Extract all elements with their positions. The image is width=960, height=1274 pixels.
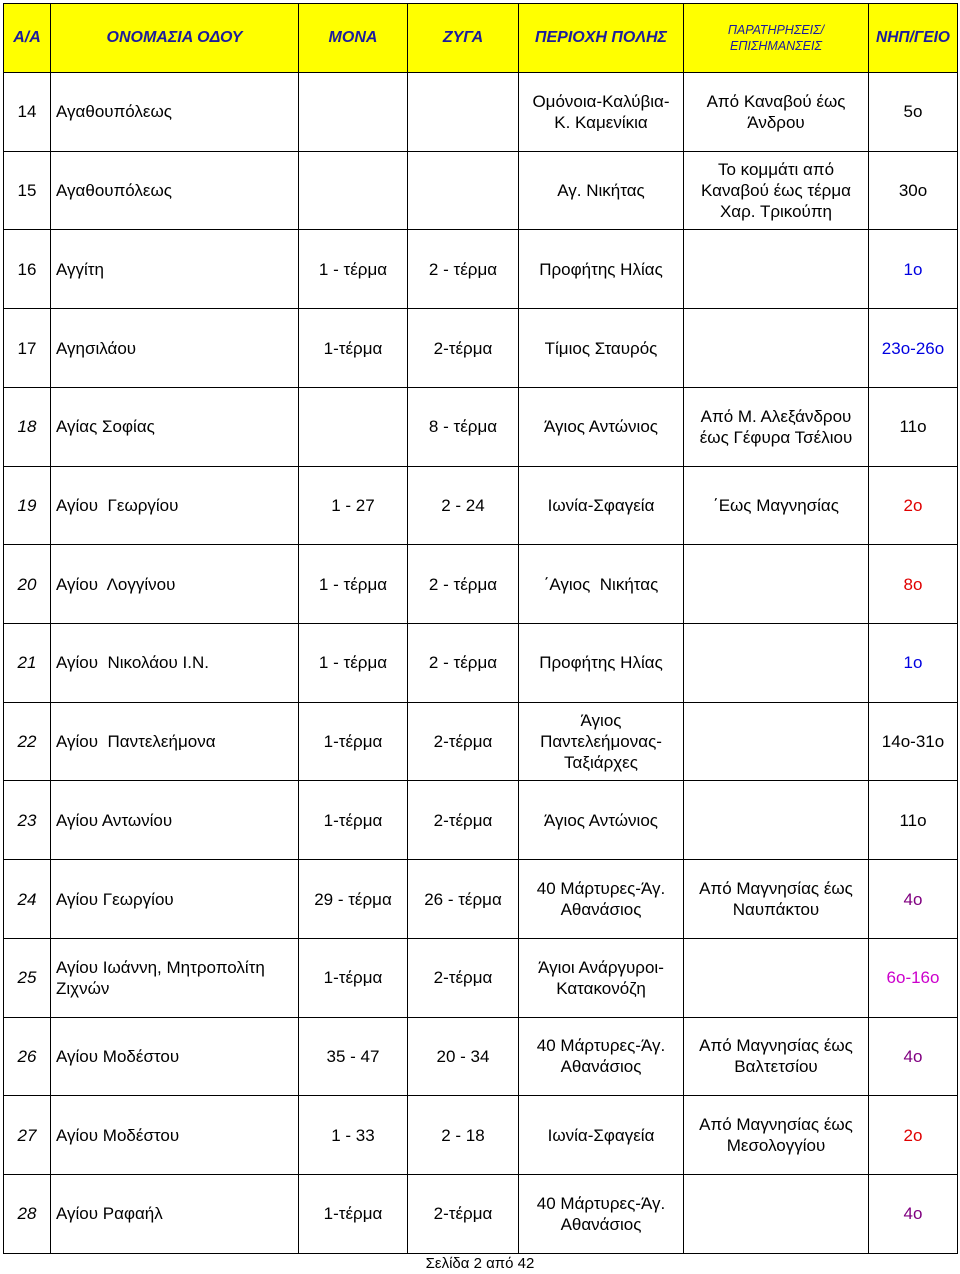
cell-kindergarten: 14ο-31ο (869, 702, 958, 781)
cell-number: 20 (4, 545, 51, 624)
cell-remarks (684, 545, 869, 624)
cell-street-name: Αγησιλάου (51, 309, 299, 388)
header-aa: Α/Α (4, 4, 51, 73)
cell-number: 14 (4, 73, 51, 152)
cell-remarks: ΄Εως Μαγνησίας (684, 466, 869, 545)
cell-odd-numbers: 1-τέρμα (299, 702, 408, 781)
cell-odd-numbers: 35 - 47 (299, 1017, 408, 1096)
cell-number: 23 (4, 781, 51, 860)
table-row (4, 1096, 958, 1175)
cell-kindergarten: 4ο (869, 1175, 958, 1254)
cell-kindergarten: 11ο (869, 781, 958, 860)
cell-city-area: Άγιος Παντελεήμονας- Ταξιάρχες (519, 702, 684, 781)
header-kindergarten: ΝΗΠ/ΓΕΙΟ (869, 4, 958, 73)
cell-city-area: Άγιος Αντώνιος (519, 387, 684, 466)
cell-street-name: Αγίου Αντωνίου (51, 781, 299, 860)
cell-odd-numbers: 1-τέρμα (299, 309, 408, 388)
table-row (4, 781, 958, 860)
cell-remarks (684, 938, 869, 1017)
cell-odd-numbers (299, 73, 408, 152)
cell-even-numbers (408, 151, 519, 230)
cell-number: 28 (4, 1175, 51, 1254)
cell-even-numbers: 26 - τέρμα (408, 860, 519, 939)
header-even-numbers: ΖΥΓΑ (408, 4, 519, 73)
cell-remarks: Από Μαγνησίας έως Βαλτετσίου (684, 1017, 869, 1096)
cell-city-area: Άγιοι Ανάργυροι- Κατακονόζη (519, 938, 684, 1017)
cell-street-name: Αγίου Ιωάννη, Μητροπολίτη Ζιχνών (51, 938, 299, 1017)
cell-remarks: Από Μαγνησίας έως Ναυπάκτου (684, 860, 869, 939)
cell-kindergarten: 8ο (869, 545, 958, 624)
cell-street-name: Αγίας Σοφίας (51, 387, 299, 466)
cell-even-numbers: 2 - 18 (408, 1096, 519, 1175)
table-row (4, 309, 958, 388)
cell-kindergarten: 6ο-16ο (869, 938, 958, 1017)
header-odd-numbers: ΜΟΝΑ (299, 4, 408, 73)
cell-remarks (684, 230, 869, 309)
table-row (4, 1175, 958, 1254)
cell-kindergarten: 30ο (869, 151, 958, 230)
page-number: Σελίδα 2 από 42 (425, 1255, 535, 1272)
cell-number: 17 (4, 309, 51, 388)
cell-odd-numbers: 1 - 27 (299, 466, 408, 545)
cell-street-name: Αγίου Παντελεήμονα (51, 702, 299, 781)
cell-kindergarten: 4ο (869, 1017, 958, 1096)
cell-kindergarten: 23ο-26ο (869, 309, 958, 388)
cell-kindergarten: 2ο (869, 466, 958, 545)
cell-number: 25 (4, 938, 51, 1017)
cell-odd-numbers: 1-τέρμα (299, 781, 408, 860)
cell-number: 22 (4, 702, 51, 781)
cell-street-name: Αγίου Γεωργίου (51, 466, 299, 545)
table-body (4, 73, 958, 1254)
cell-street-name: Αγίου Λογγίνου (51, 545, 299, 624)
cell-odd-numbers: 1 - 33 (299, 1096, 408, 1175)
table-row (4, 466, 958, 545)
cell-street-name: Αγαθουπόλεως (51, 73, 299, 152)
cell-city-area: 40 Μάρτυρες-Άγ. Αθανάσιος (519, 860, 684, 939)
cell-even-numbers: 2 - τέρμα (408, 545, 519, 624)
cell-street-name: Αγίου Γεωργίου (51, 860, 299, 939)
cell-number: 18 (4, 387, 51, 466)
cell-odd-numbers: 1-τέρμα (299, 938, 408, 1017)
cell-number: 24 (4, 860, 51, 939)
cell-even-numbers: 2-τέρμα (408, 938, 519, 1017)
cell-street-name: Αγαθουπόλεως (51, 151, 299, 230)
cell-odd-numbers (299, 387, 408, 466)
cell-street-name: Αγίου Μοδέστου (51, 1096, 299, 1175)
cell-odd-numbers: 29 - τέρμα (299, 860, 408, 939)
cell-remarks (684, 624, 869, 703)
cell-even-numbers: 8 - τέρμα (408, 387, 519, 466)
cell-number: 21 (4, 624, 51, 703)
cell-remarks (684, 309, 869, 388)
table-row (4, 1017, 958, 1096)
cell-street-name: Αγίου Νικολάου Ι.Ν. (51, 624, 299, 703)
cell-remarks: Από Καναβού έως Άνδρου (684, 73, 869, 152)
cell-remarks: Το κομμάτι από Καναβού έως τέρμα Χαρ. Τρικούπη (684, 151, 869, 230)
cell-city-area: Ιωνία-Σφαγεία (519, 466, 684, 545)
cell-kindergarten: 1ο (869, 624, 958, 703)
cell-city-area: Τίμιος Σταυρός (519, 309, 684, 388)
cell-city-area: Άγιος Αντώνιος (519, 781, 684, 860)
table-row (4, 624, 958, 703)
cell-odd-numbers: 1 - τέρμα (299, 624, 408, 703)
table-row (4, 387, 958, 466)
cell-city-area: Αγ. Νικήτας (519, 151, 684, 230)
table-row (4, 860, 958, 939)
cell-street-name: Αγίου Μοδέστου (51, 1017, 299, 1096)
cell-number: 19 (4, 466, 51, 545)
cell-kindergarten: 11ο (869, 387, 958, 466)
table-row (4, 73, 958, 152)
cell-street-name: Αγίου Ραφαήλ (51, 1175, 299, 1254)
cell-even-numbers: 2 - τέρμα (408, 230, 519, 309)
cell-even-numbers: 2-τέρμα (408, 702, 519, 781)
cell-odd-numbers (299, 151, 408, 230)
cell-even-numbers: 2-τέρμα (408, 781, 519, 860)
cell-city-area: ΄Αγιος Νικήτας (519, 545, 684, 624)
table-row (4, 545, 958, 624)
table-header-row (4, 4, 958, 73)
cell-even-numbers (408, 73, 519, 152)
cell-city-area: Προφήτης Ηλίας (519, 624, 684, 703)
cell-remarks: Από Μ. Αλεξάνδρου έως Γέφυρα Τσέλιου (684, 387, 869, 466)
cell-city-area: Ομόνοια-Καλύβια- Κ. Καμενίκια (519, 73, 684, 152)
cell-kindergarten: 2ο (869, 1096, 958, 1175)
cell-odd-numbers: 1 - τέρμα (299, 230, 408, 309)
cell-city-area: Ιωνία-Σφαγεία (519, 1096, 684, 1175)
table-row (4, 938, 958, 1017)
cell-even-numbers: 2-τέρμα (408, 309, 519, 388)
cell-number: 27 (4, 1096, 51, 1175)
cell-number: 26 (4, 1017, 51, 1096)
cell-even-numbers: 20 - 34 (408, 1017, 519, 1096)
cell-odd-numbers: 1 - τέρμα (299, 545, 408, 624)
header-street-name: ΟΝΟΜΑΣΙΑ ΟΔΟΥ (51, 4, 299, 73)
table-row (4, 702, 958, 781)
cell-city-area: Προφήτης Ηλίας (519, 230, 684, 309)
cell-city-area: 40 Μάρτυρες-Άγ. Αθανάσιος (519, 1017, 684, 1096)
cell-kindergarten: 1ο (869, 230, 958, 309)
cell-city-area: 40 Μάρτυρες-Άγ. Αθανάσιος (519, 1175, 684, 1254)
cell-remarks: Από Μαγνησίας έως Μεσολογγίου (684, 1096, 869, 1175)
cell-remarks (684, 781, 869, 860)
header-remarks: ΠΑΡΑΤΗΡΗΣΕΙΣ/ ΕΠΙΣΗΜΑΝΣΕΙΣ (684, 4, 869, 73)
cell-even-numbers: 2 - 24 (408, 466, 519, 545)
cell-kindergarten: 4ο (869, 860, 958, 939)
table-row (4, 230, 958, 309)
cell-kindergarten: 5ο (869, 73, 958, 152)
cell-remarks (684, 1175, 869, 1254)
table-row (4, 151, 958, 230)
cell-number: 15 (4, 151, 51, 230)
cell-remarks (684, 702, 869, 781)
cell-even-numbers: 2-τέρμα (408, 1175, 519, 1254)
cell-odd-numbers: 1-τέρμα (299, 1175, 408, 1254)
street-table (3, 3, 958, 1254)
cell-street-name: Αγγίτη (51, 230, 299, 309)
cell-number: 16 (4, 230, 51, 309)
header-city-area: ΠΕΡΙΟΧΗ ΠΟΛΗΣ (519, 4, 684, 73)
cell-even-numbers: 2 - τέρμα (408, 624, 519, 703)
